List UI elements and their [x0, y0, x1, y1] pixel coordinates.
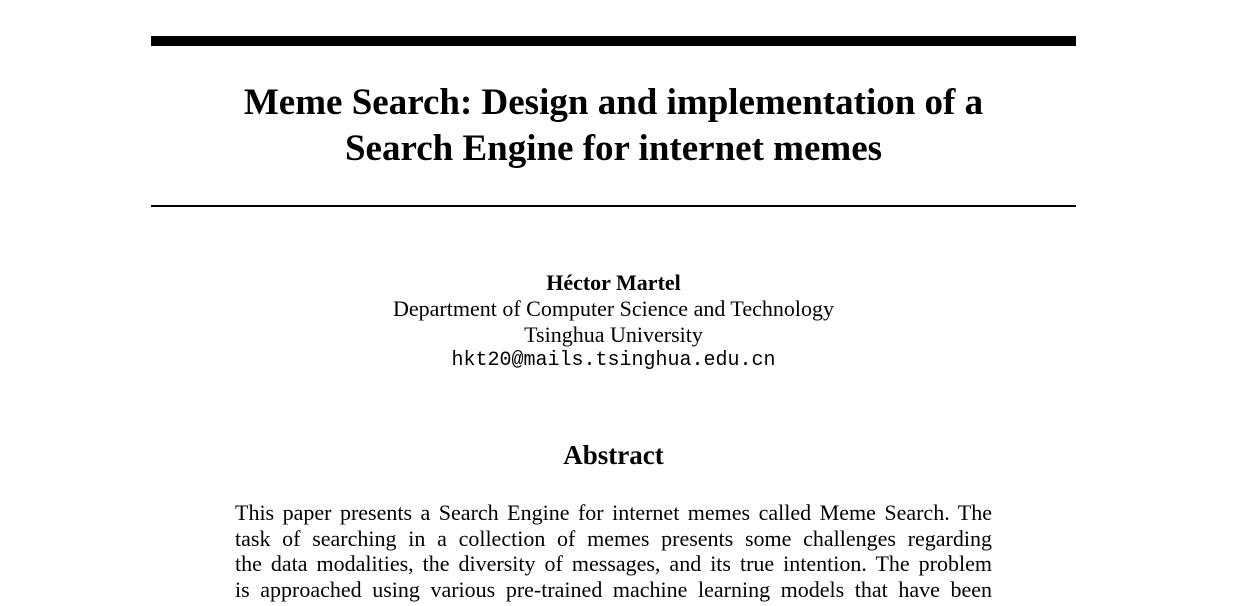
title-line-1: Meme Search: Design and implementation of a [243, 82, 984, 123]
abstract-heading: Abstract [563, 440, 664, 470]
author-name: Héctor Martel [546, 270, 681, 295]
abstract-body [235, 500, 992, 602]
title-line-2: Search Engine for internet memes [344, 128, 883, 169]
author-university: Tsinghua University [524, 322, 703, 347]
abstract-line: task of searching in a collection of memes presents some challenges regarding [235, 525, 992, 551]
author-block [151, 270, 1076, 374]
paper-title [151, 80, 1076, 172]
abstract-line: This paper presents a Search Engine for internet memes called Meme Search. The [235, 500, 992, 525]
abstract-line: is approached using various pre-trained machine learning models that have been [235, 576, 992, 602]
title-top-rule [151, 36, 1076, 46]
author-department: Department of Computer Science and Technology [393, 296, 834, 321]
title-bottom-rule [151, 205, 1076, 207]
abstract-line: the data modalities, the diversity of messages, and its true intention. The problem [235, 551, 992, 576]
author-email: hkt20@mails.tsinghua.edu.cn [451, 349, 776, 372]
